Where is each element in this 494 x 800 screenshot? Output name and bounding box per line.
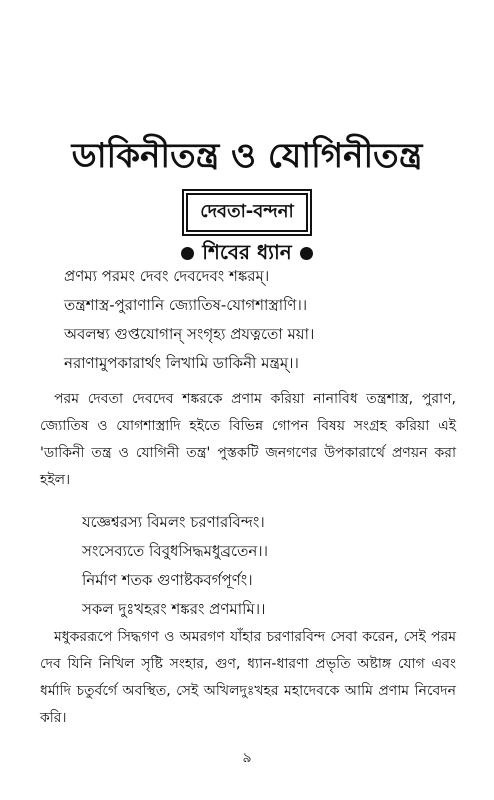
verse-block-2 — [82, 508, 268, 624]
verse-line: প্রণম্য পরমং দেবং দেবদেবং শঙ্করম্। — [64, 267, 270, 285]
paragraph-2: মধুকররূপে সিদ্ধগণ ও অমরগণ যাঁহার চরণারবিন্দ সেবা করেন, সেই পরম দেব যিনি নিখিল সৃষ্টি সংহার, গুণ, ধ্যান-ধারণা প্রভৃতি অষ্টাঙ্গ যোগ এবং ধর্মাদি চতুর্বর্গে অবস্থিত, সেই অখিলদুঃখহর মহাদেবকে আমি প্রণাম নিবেদন করি। — [40, 629, 456, 726]
bullet-dot-icon — [181, 247, 194, 260]
verse-line: নরাণামুপকারার্থং লিখামি ডাকিনী মন্ত্রম্।। — [64, 354, 299, 372]
subheading-text: শিবের ধ্যান — [202, 240, 292, 264]
verse-line: সংসেব্যতে বিবুধসিদ্ধমধুব্রতেন।। — [82, 542, 269, 560]
verse-line: নির্মাণ শতক গুণাষ্টকবর্গপূর্ণং। — [82, 571, 253, 589]
verse-block-1 — [64, 262, 314, 378]
page-title: ডাকিনীতন্ত্র ও যোগিনীতন্ত্র — [71, 136, 423, 176]
verse-line: সকল দুঃখহরং শঙ্করং প্রণমামি।। — [82, 600, 266, 618]
section-box-title: দেবতা-বন্দনা — [186, 193, 307, 232]
page-number: ৯ — [242, 750, 252, 766]
bullet-dot-icon — [300, 247, 313, 260]
verse-line: অবলম্ব্য গুপ্তযোগান্ সংগৃহ্য প্রযত্নতো ময়া। — [64, 325, 315, 343]
verse-line: যজ্ঞেশ্বরস্য বিমলং চরণারবিন্দং। — [82, 513, 265, 531]
verse-line: তন্ত্রশাস্ত্র-পুরাণানি জ্যোতিষ-যোগশাস্ত্রাণি।। — [64, 296, 308, 314]
paragraph-1: পরম দেবতা দেবদেব শঙ্করকে প্রণাম করিয়া নানাবিধ তন্ত্রশাস্ত্র, পুরাণ, জ্যোতিষ ও যোগশাস্ত্রাদি হইতে বিভিন্ন গোপন বিষয় সংগ্রহ করিয়া এই 'ডাকিনী তন্ত্র ও যোগিনী তন্ত্র' পুস্তকটি জনগণের উপকারার্থে প্রণয়ন করা হইল। — [40, 391, 456, 488]
section-box-wrap — [0, 193, 494, 232]
